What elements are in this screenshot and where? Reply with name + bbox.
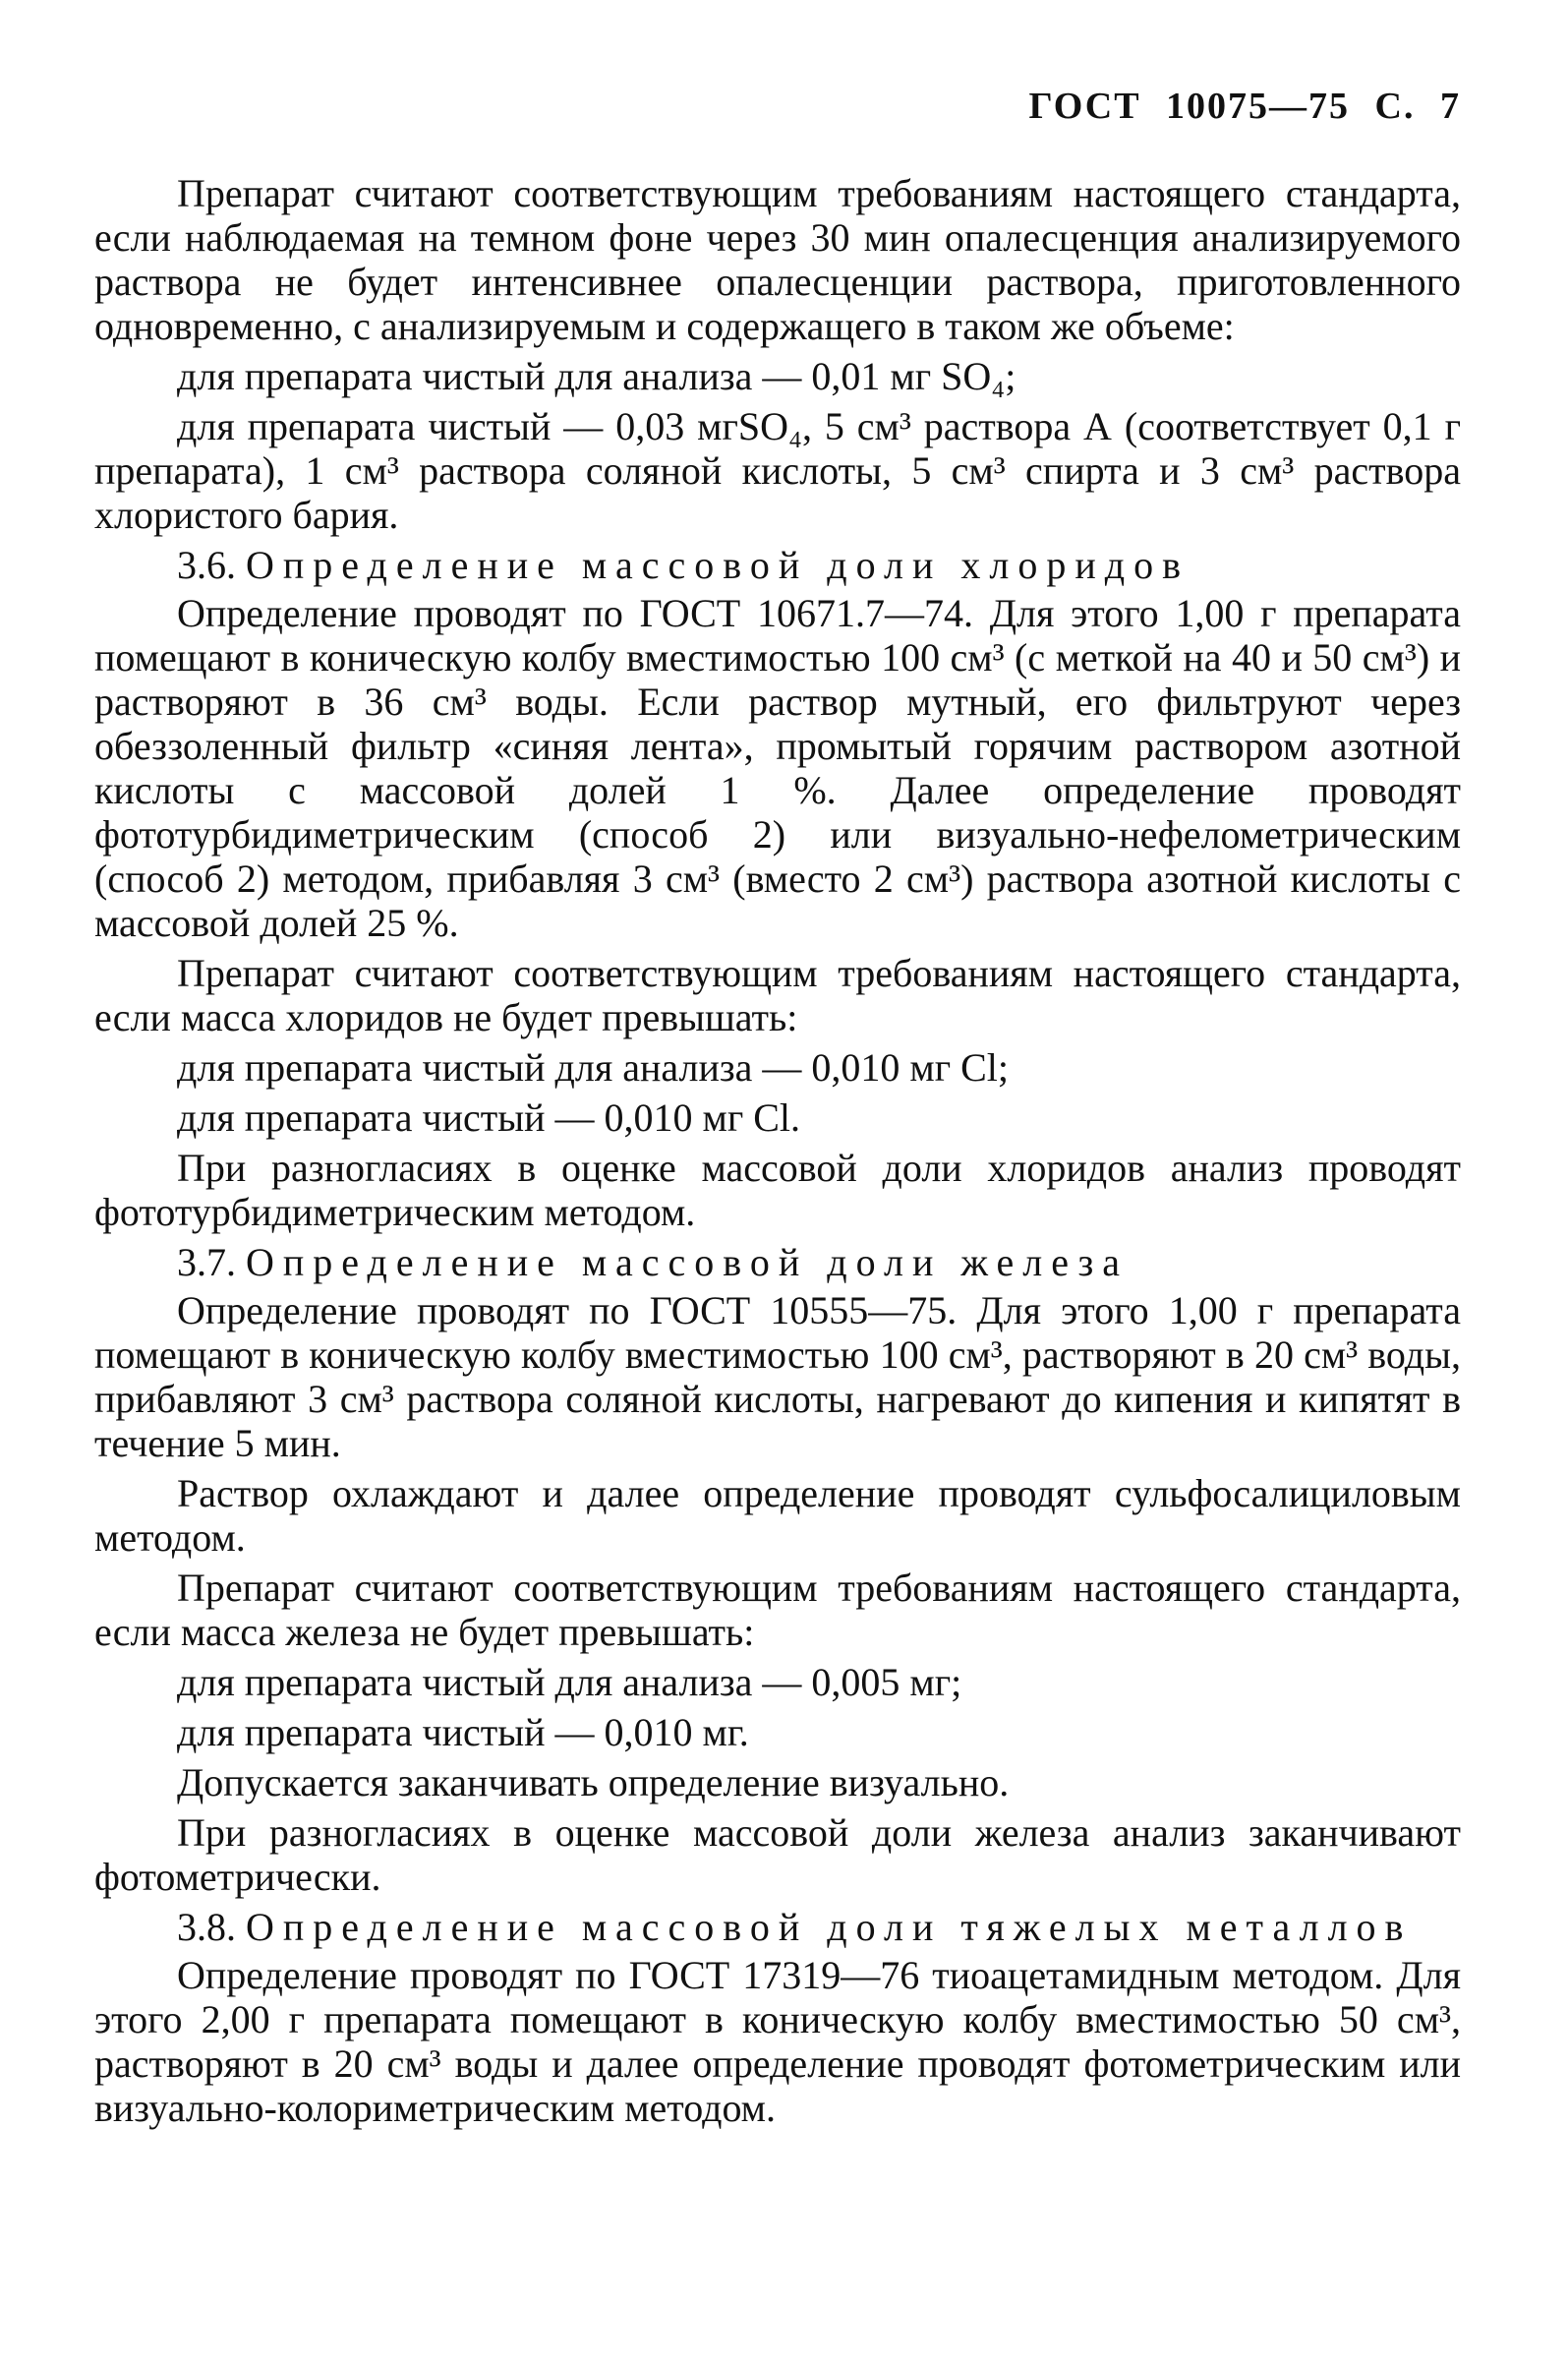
body-paragraph: Определение проводят по ГОСТ 10671.7—74. Для этого 1,00 г препарата помещают в коническую колбу вместимостью 100 см³ (с меткой на 40 и 50 см³) и растворяют в 36 см³ воды. Если раствор мутный, его фильтруют через обеззоленный фильтр «синяя лента», промытый горячим раствором азотной кислоты с массовой долей 1 %. Далее определение проводят фототурбидиметрическим (способ 2) или визуально-нефелометрическим (способ 2) методом, прибавляя 3 см³ (вместо 2 см³) раствора азотной кислоты с массовой долей 25 %. xyxy=(94,591,1461,945)
list-item: для препарата чистый для анализа — 0,005 мг; xyxy=(177,1660,962,1704)
body-paragraph: Препарат считают соответствующим требованиям настоящего стандарта, если наблюдаемая на темном фоне через 30 мин опалесценция анализируемого раствора не будет интенсивнее опалесценции раствора, приготовленного одновременно, с анализируемым и содержащего в таком же объеме: xyxy=(94,171,1461,348)
body-paragraph: Определение проводят по ГОСТ 17319—76 тиоацетамидным методом. Для этого 2,00 г препарата помещают в коническую колбу вместимостью 50 см³, растворяют в 20 см³ воды и далее определение проводят фотометрическим или визуально-колориметрическим методом. xyxy=(94,1953,1461,2130)
section-number: 3.7. xyxy=(177,1240,236,1284)
header-doc: ГОСТ xyxy=(1028,86,1141,127)
section-title: Определение массовой доли хлоридов xyxy=(246,543,1191,587)
body-paragraph: При разногласиях в оценке массовой доли хлоридов анализ проводят фототурбидиметрическим методом. xyxy=(94,1146,1461,1234)
body-paragraph: Раствор охлаждают и далее определение проводят сульфосалициловым методом. xyxy=(94,1471,1461,1560)
list-item: для препарата чистый для анализа — 0,01 мг SO₄; xyxy=(177,354,1016,398)
body-paragraph: Препарат считают соответствующим требованиям настоящего стандарта, если масса железа не будет превышать: xyxy=(94,1566,1461,1654)
section-number: 3.6. xyxy=(177,543,236,587)
body-paragraph: для препарата чистый — 0,03 мгSO₄, 5 см³ раствора А (соответствует 0,1 г препарата), 1 см³ раствора соляной кислоты, 5 см³ спирта и 3 см³ раствора хлористого бария. xyxy=(94,404,1461,537)
body-paragraph: При разногласиях в оценке массовой доли железа анализ заканчивают фотометрически. xyxy=(94,1810,1461,1899)
section-heading xyxy=(94,1905,1461,1949)
page-header xyxy=(1029,85,1462,129)
body-paragraph: Определение проводят по ГОСТ 10555—75. Для этого 1,00 г препарата помещают в коническую колбу вместимостью 100 см³, растворяют в 20 см³ воды, прибавляют 3 см³ раствора соляной кислоты, нагревают до кипения и кипятят в течение 5 мин. xyxy=(94,1288,1461,1465)
document-body xyxy=(94,171,1461,2136)
list-item: для препарата чистый — 0,010 мг Cl. xyxy=(177,1095,801,1140)
section-heading xyxy=(94,1240,1461,1284)
header-number: 10075—75 xyxy=(1166,86,1351,127)
section-number: 3.8. xyxy=(177,1905,236,1949)
section-title: Определение массовой доли тяжелых металлов xyxy=(246,1905,1413,1949)
body-paragraph: Препарат считают соответствующим требованиям настоящего стандарта, если масса хлоридов не будет превышать: xyxy=(94,951,1461,1039)
list-item: для препарата чистый для анализа — 0,010 мг Cl; xyxy=(177,1045,1010,1090)
section-heading xyxy=(94,543,1461,587)
section-title: Определение массовой доли железа xyxy=(246,1240,1130,1284)
header-page: С. 7 xyxy=(1374,86,1461,127)
list-item: для препарата чистый — 0,010 мг. xyxy=(177,1710,749,1754)
list-item: Допускается заканчивать определение визуально. xyxy=(177,1760,1010,1804)
